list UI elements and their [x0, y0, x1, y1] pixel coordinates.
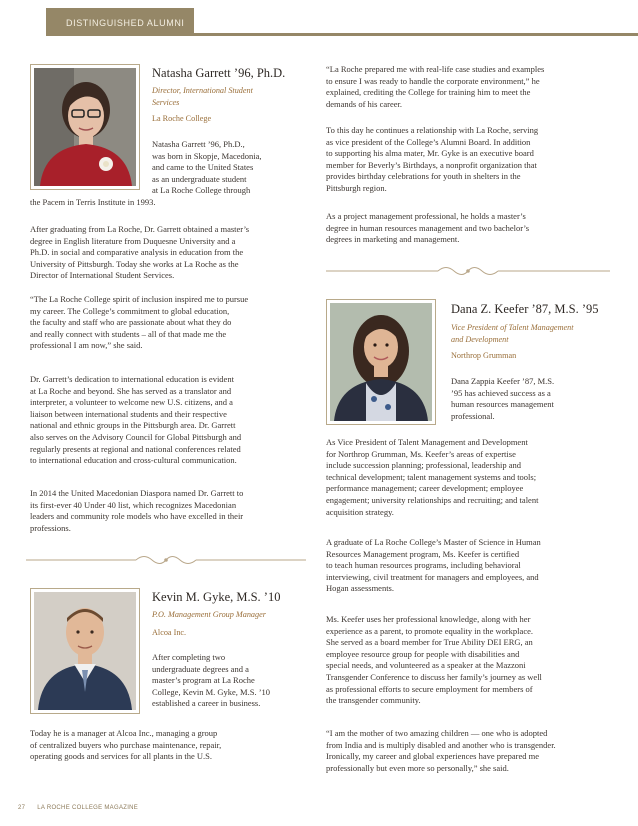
kevin-paragraph-2: Today he is a manager at Alcoa Inc., managing a group of centralized buyers who purchase maintenance, repair, operating goods and services for all plants in the U.S.	[30, 728, 222, 762]
natasha-intro-continued: the Pacem in Terris Institute in 1993.	[30, 197, 156, 207]
dana-portrait-image	[330, 303, 432, 421]
dana-paragraph-2: As Vice President of Talent Management and Development for Northrop Grumman, Ms. Keefer’s areas of expertise include succession planning; professional, leadership and technical development; talent management systems and tools; performance management; career development; employee engagement; university relationships and recruiting; and talent acquisition strategy.	[326, 437, 539, 517]
ornamental-divider-left	[26, 553, 306, 567]
kevin-intro: After completing two undergraduate degrees and a master’s program at La Roche College, Kevin M. Gyke, M.S. ’10 established a career in business.	[152, 652, 271, 709]
dana-photo	[326, 299, 436, 425]
kevin-organization: Alcoa Inc.	[152, 628, 187, 637]
dana-title: Vice President of Talent Management and Development	[451, 323, 574, 344]
natasha-organization: La Roche College	[152, 114, 212, 123]
natasha-name: Natasha Garrett ’96, Ph.D.	[152, 66, 286, 80]
natasha-quote: “The La Roche College spirit of inclusion inspired me to pursue my career. The College’s commitment to global education, the faculty and staff who are passionate about what they do and really connect with students – all of that made me the professional I am now,” she said.	[30, 294, 249, 351]
kevin-title: P.O. Management Group Manager	[152, 610, 266, 619]
kevin-quote: “La Roche prepared me with real-life case studies and examples to ensure I was ready to handle the corporate environment,” he explained, crediting the College for training him to meet the demands of his career.	[326, 64, 545, 109]
section-label: DISTINGUISHED ALUMNI	[46, 8, 194, 36]
natasha-paragraph-2: After graduating from La Roche, Dr. Garrett obtained a master’s degree in English literature from Duquesne University and a Ph.D. in social and comparative analysis in education from the University of Pittsburgh. Today she works at La Roche as the Director of International Student Services.	[30, 224, 250, 281]
dana-paragraph-3: A graduate of La Roche College’s Master of Science in Human Resources Management program, Ms. Keefer is certified to teach human resources programs, including behavioral interviewing, civil treatment for managers and employees, and Hogan assessments.	[326, 537, 541, 594]
natasha-intro: Natasha Garrett ’96, Ph.D., was born in Skopje, Macedonia, and came to the United States as an undergraduate student at La Roche College through	[152, 139, 262, 196]
header-rule	[194, 33, 638, 36]
kevin-name: Kevin M. Gyke, M.S. ’10	[152, 590, 281, 604]
dana-quote: “I am the mother of two amazing children — one who is adopted from India and is multiply disabled and another who is transgender. Ironically, my career and global experiences have prepared me professionally but even more so personally,” she said.	[326, 728, 556, 773]
page-footer	[18, 805, 138, 811]
natasha-portrait-image	[34, 68, 136, 186]
natasha-paragraph-4: Dr. Garrett’s dedication to international education is evident at La Roche and beyond. She has served as a translator and interpreter, a volunteer to welcome new U.S. citizens, and a liaison between international students and their respective national and ethnic groups in the Pittsburgh area. Dr. Garrett also serves on the Advisory Council for Global Pittsburgh and regularly presents at regional and national conferences related to international education and cross-cultural communication.	[30, 374, 242, 466]
dana-organization: Northrop Grumman	[451, 351, 517, 360]
dana-intro: Dana Zappia Keefer ’87, M.S. ’95 has achieved success as a human resources management professional.	[451, 376, 555, 421]
kevin-portrait-image	[34, 592, 136, 710]
natasha-photo	[30, 64, 140, 190]
publication-name: LA ROCHE COLLEGE MAGAZINE	[37, 805, 139, 811]
kevin-paragraph-4: To this day he continues a relationship with La Roche, serving as vice president of the College’s Alumni Board. In addition to supporting his alma mater, Mr. Gyke is an executive board member for Beverly’s Birthdays, a nonprofit organization that provides birthday celebrations for youth in shelters in the Pittsburgh region.	[326, 125, 539, 193]
natasha-paragraph-5: In 2014 the United Macedonian Diaspora named Dr. Garrett to its first-ever 40 Under 40 list, which recognizes Macedonian leaders and community role models who have excelled in their professions.	[30, 488, 244, 533]
kevin-paragraph-5: As a project management professional, he holds a master’s degree in human resources management and two bachelor’s degrees in marketing and management.	[326, 211, 530, 245]
kevin-photo	[30, 588, 140, 714]
natasha-title: Director, International Student Services	[152, 86, 253, 107]
dana-paragraph-4: Ms. Keefer uses her professional knowledge, along with her experience as a parent, to promote equality in the workplace. She served as a board member for True Ability DEI ERG, an employee resource group for people with disabilities and special needs, and volunteered as a speaker at the Mazzoni Transgender Conference to discuss her family’s journey as well as professional efforts to secure employment for members of the transgender community.	[326, 614, 542, 706]
dana-name: Dana Z. Keefer ’87, M.S. ’95	[451, 302, 599, 316]
page-number: 27	[18, 805, 26, 811]
ornamental-divider-right	[326, 264, 610, 278]
